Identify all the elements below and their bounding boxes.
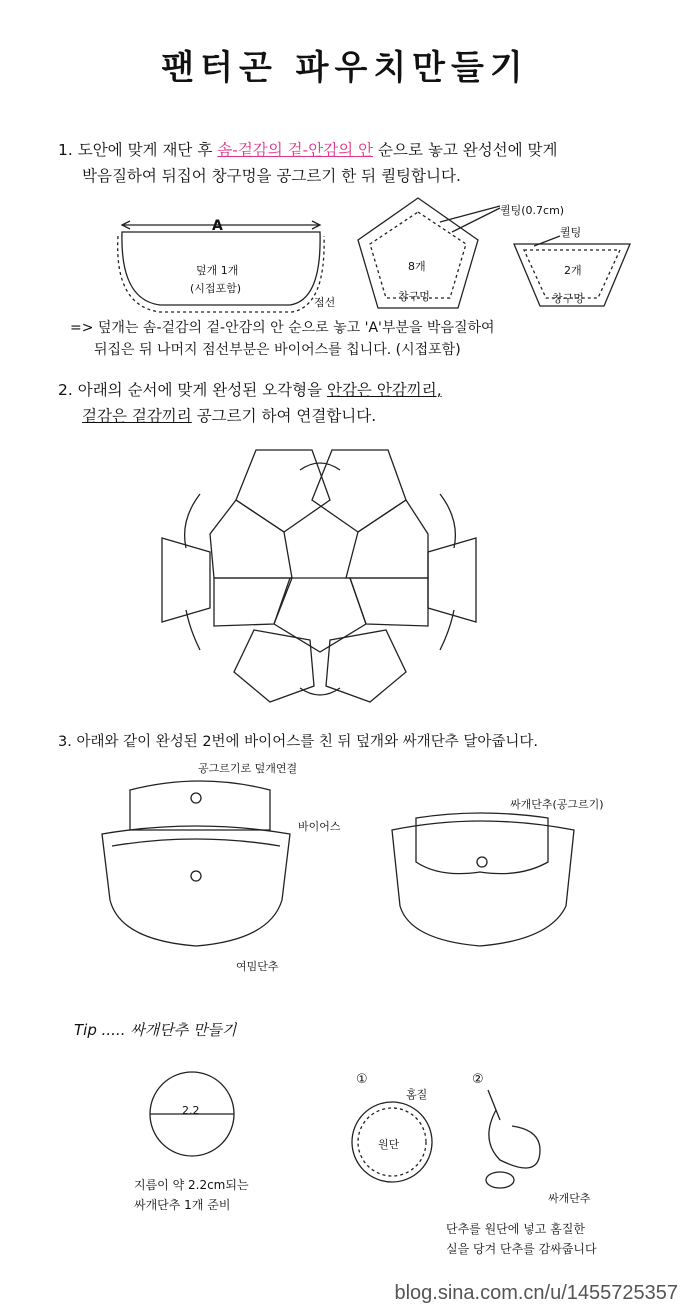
label-a: A (212, 218, 223, 234)
opening-label-1: 창구멍 (398, 290, 430, 303)
flap-join-label: 공그르기로 덮개연결 (198, 762, 298, 775)
step1-text-a: 도안에 맞게 재단 후 (77, 141, 213, 159)
flap-seam-label: (시접포함) (190, 282, 242, 295)
pentagon-net (162, 450, 476, 702)
step3-line1: 3. 아래와 같이 완성된 2번에 바이어스를 친 뒤 덮개와 싸개단추 달아줍니다. (58, 734, 538, 750)
tip-diagrams (150, 1072, 540, 1188)
watermark: blog.sina.com.cn/u/1455725357 (394, 1282, 678, 1304)
stitch-label: 홈질 (406, 1088, 428, 1101)
quilt-label-2: 퀼팅 (560, 226, 582, 239)
tip-step-2: ② (472, 1072, 484, 1087)
tip-step-1: ① (356, 1072, 368, 1087)
step2-line2 (82, 404, 376, 428)
flap-label: 덮개 1개 (196, 264, 239, 277)
step1-text-b: 순으로 놓고 완성선에 맞게 (378, 141, 558, 159)
quilt-label: 퀼팅(0.7cm) (500, 204, 565, 217)
trapezoid-count: 2개 (564, 264, 582, 277)
cover-button-label: 싸개단추(공그르기) (510, 798, 604, 811)
step2-text-a: 아래의 순서에 맞게 완성된 오각형을 (77, 381, 323, 399)
pouch-open (102, 781, 290, 946)
tip-desc-1: 지름이 약 2.2cm되는 (134, 1178, 249, 1192)
tip-desc-4: 실을 당겨 단추를 감싸줍니다 (446, 1242, 597, 1256)
step2-number: 2. (58, 381, 73, 399)
step1-line2: 박음질하여 뒤집어 창구멍을 공그르기 한 뒤 퀼팅합니다. (82, 167, 461, 185)
tip-heading: Tip ..... 싸개단추 만들기 (74, 1021, 237, 1039)
tip-desc-2: 싸개단추 1개 준비 (134, 1198, 231, 1212)
circle-size: 2.2 (182, 1104, 200, 1117)
step2-underline-1: 안감은 안감끼리, (326, 381, 442, 399)
opening-label-2: 창구멍 (552, 292, 584, 305)
snap-label: 여밈단추 (236, 960, 279, 973)
step2-underline-2: 겉감은 겉감끼리 (82, 407, 192, 425)
button-label: 싸개단추 (548, 1192, 591, 1205)
bias-label: 바이어스 (298, 820, 341, 833)
tip-desc-3: 단추를 원단에 넣고 홈질한 (446, 1222, 585, 1236)
dotline-label: 점선 (314, 296, 336, 309)
step1-number: 1. (58, 141, 73, 159)
step2-line1 (58, 378, 442, 402)
fabric-label: 원단 (378, 1138, 400, 1151)
pentagon-count: 8개 (408, 260, 426, 273)
page-title: 팬터곤 파우치만들기 (161, 48, 529, 88)
pouch-closed (392, 813, 574, 946)
step1-highlight: 솜-겉감의 겉-안감의 안 (217, 141, 374, 159)
step1-note-2: 뒤집은 뒤 나머지 점선부분은 바이어스를 칩니다. (시접포함) (94, 342, 461, 358)
step2-text-b: 공그르기 하여 연결합니다. (196, 407, 377, 425)
step1-note-1: => 덮개는 솜-겉감의 겉-안감의 안 순으로 놓고 'A'부분을 박음질하여 (70, 320, 495, 336)
